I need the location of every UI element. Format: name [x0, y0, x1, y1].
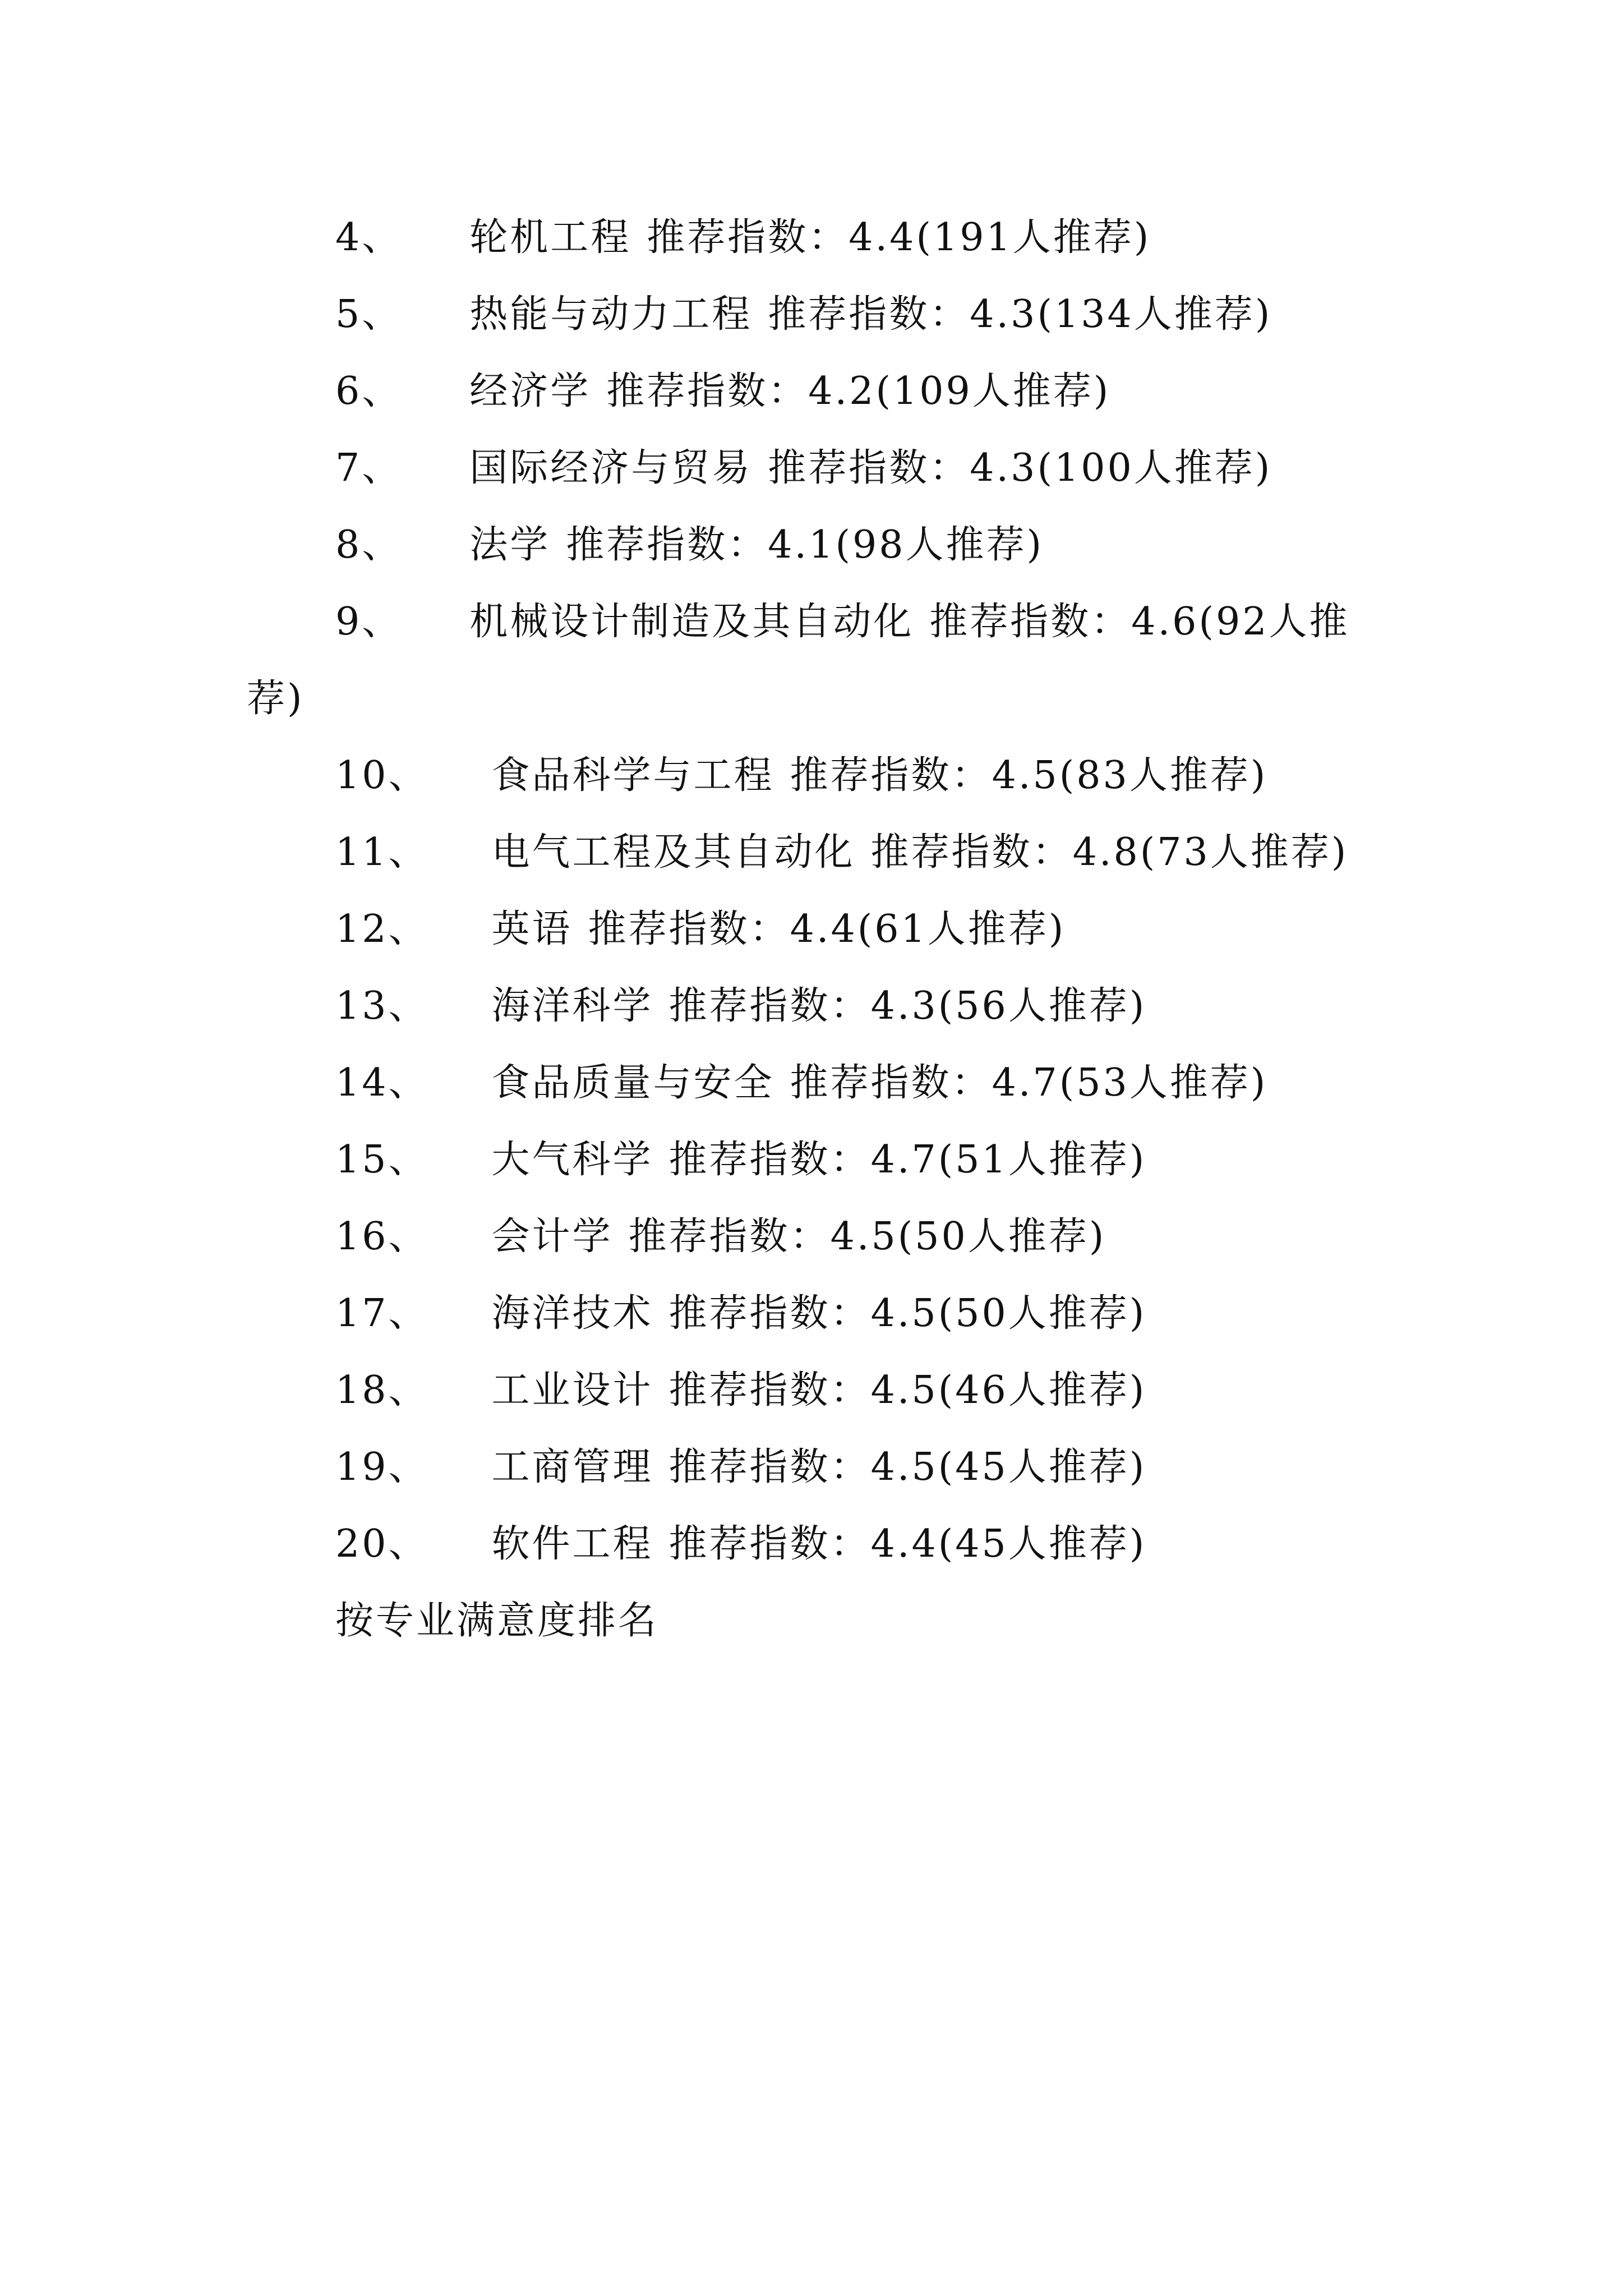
- score-value: 4.4: [790, 907, 857, 951]
- recommend-count: (73人推荐): [1140, 830, 1349, 875]
- score-value: 4.7: [870, 1138, 938, 1182]
- score-value: 4.3: [970, 292, 1038, 337]
- recommend-count: (61人推荐): [857, 907, 1066, 951]
- score-label: 推荐指数：: [566, 523, 768, 567]
- major-name: 经济学: [469, 369, 591, 413]
- recommend-count: (45人推荐): [938, 1445, 1147, 1489]
- major-name: 食品科学与工程: [491, 753, 774, 798]
- score-value: 4.5: [992, 753, 1059, 798]
- major-name: 工业设计: [491, 1368, 653, 1412]
- score-value: 4.2: [808, 369, 876, 413]
- major-name: 海洋技术: [491, 1291, 653, 1336]
- score-label: 推荐指数：: [870, 830, 1073, 875]
- score-value: 4.8: [1072, 830, 1140, 875]
- recommend-count: (46人推荐): [938, 1368, 1147, 1412]
- recommend-count: (98人推荐): [835, 523, 1044, 567]
- score-value: 4.1: [768, 523, 836, 567]
- score-value: 4.6: [1131, 600, 1199, 644]
- score-label: 推荐指数：: [668, 1522, 871, 1566]
- recommend-count: (191人推荐): [916, 215, 1151, 260]
- score-label: 推荐指数：: [588, 907, 790, 951]
- major-name: 会计学: [491, 1214, 613, 1259]
- recommend-count: (51人推荐): [938, 1138, 1147, 1182]
- ranking-item: [247, 1429, 1391, 1506]
- rank-number: 16、: [335, 1214, 429, 1259]
- rank-number: 13、: [335, 984, 429, 1028]
- major-name: 英语: [491, 907, 573, 951]
- rank-number: 18、: [335, 1368, 429, 1412]
- major-name: 工商管理: [491, 1445, 653, 1489]
- ranking-item: [247, 507, 1391, 583]
- score-label: 推荐指数：: [647, 215, 849, 260]
- major-name: 软件工程: [491, 1522, 653, 1566]
- score-label: 推荐指数：: [768, 446, 970, 490]
- ranking-item-wrap: [247, 660, 1391, 737]
- ranking-item: [247, 1275, 1391, 1352]
- major-name: 机械设计制造及其自动化: [469, 600, 914, 644]
- score-value: 4.5: [870, 1368, 938, 1412]
- rank-number: 19、: [335, 1445, 429, 1489]
- recommend-count: (134人推荐): [1037, 292, 1272, 337]
- major-name: 电气工程及其自动化: [491, 830, 855, 875]
- rank-number: 10、: [335, 753, 429, 798]
- recommend-count: (100人推荐): [1037, 446, 1272, 490]
- ranking-item: [247, 199, 1391, 276]
- major-name: 轮机工程: [469, 215, 631, 260]
- rank-number: 8、: [335, 523, 403, 567]
- score-label: 推荐指数：: [606, 369, 809, 413]
- recommend-count: (50人推荐): [897, 1214, 1106, 1259]
- score-label: 推荐指数：: [929, 600, 1132, 644]
- rank-number: 6、: [335, 369, 403, 413]
- score-label: 推荐指数：: [768, 292, 970, 337]
- ranking-item: [247, 583, 1391, 660]
- ranking-item: [247, 968, 1391, 1045]
- score-value: 4.4: [849, 215, 916, 260]
- recommend-count: (109人推荐): [875, 369, 1111, 413]
- score-label: 推荐指数：: [668, 1291, 871, 1336]
- rank-number: 9、: [335, 600, 403, 644]
- score-value: 4.3: [970, 446, 1038, 490]
- score-value: 4.5: [870, 1445, 938, 1489]
- rank-number: 17、: [335, 1291, 429, 1336]
- rank-number: 15、: [335, 1138, 429, 1182]
- major-name: 食品质量与安全: [491, 1061, 774, 1105]
- score-value: 4.5: [870, 1291, 938, 1336]
- section-heading: 按专业满意度排名: [335, 1599, 659, 1643]
- ranking-item: [247, 737, 1391, 814]
- ranking-item: [247, 353, 1391, 430]
- ranking-item: [247, 276, 1391, 353]
- ranking-item: [247, 1045, 1391, 1121]
- recommend-count: (56人推荐): [938, 984, 1147, 1028]
- ranking-item: [247, 814, 1391, 891]
- score-value: 4.7: [992, 1061, 1059, 1105]
- score-label: 推荐指数：: [628, 1214, 831, 1259]
- document-body: [247, 199, 1391, 1659]
- score-value: 4.4: [870, 1522, 938, 1566]
- rank-number: 5、: [335, 292, 403, 337]
- ranking-item: [247, 1198, 1391, 1275]
- major-name: 法学: [469, 523, 551, 567]
- score-label: 推荐指数：: [790, 1061, 992, 1105]
- score-label: 推荐指数：: [668, 984, 871, 1028]
- ranking-item: [247, 891, 1391, 968]
- major-name: 海洋科学: [491, 984, 653, 1028]
- recommend-count: (92人推: [1198, 600, 1350, 644]
- ranking-item: [247, 1352, 1391, 1429]
- rank-number: 12、: [335, 907, 429, 951]
- rank-number: 4、: [335, 215, 403, 260]
- recommend-count: (50人推荐): [938, 1291, 1147, 1336]
- major-name: 国际经济与贸易: [469, 446, 753, 490]
- score-value: 4.5: [830, 1214, 898, 1259]
- ranking-item: [247, 1506, 1391, 1582]
- recommend-count-continued: 荐): [247, 677, 305, 721]
- recommend-count: (83人推荐): [1059, 753, 1268, 798]
- major-name: 热能与动力工程: [469, 292, 753, 337]
- recommend-count: (53人推荐): [1059, 1061, 1268, 1105]
- score-label: 推荐指数：: [790, 753, 992, 798]
- rank-number: 11、: [335, 830, 429, 875]
- recommend-count: (45人推荐): [938, 1522, 1147, 1566]
- rank-number: 14、: [335, 1061, 429, 1105]
- rank-number: 7、: [335, 446, 403, 490]
- score-value: 4.3: [870, 984, 938, 1028]
- ranking-item: [247, 430, 1391, 507]
- score-label: 推荐指数：: [668, 1368, 871, 1412]
- ranking-item: [247, 1121, 1391, 1198]
- major-name: 大气科学: [491, 1138, 653, 1182]
- score-label: 推荐指数：: [668, 1445, 871, 1489]
- rank-number: 20、: [335, 1522, 429, 1566]
- score-label: 推荐指数：: [668, 1138, 871, 1182]
